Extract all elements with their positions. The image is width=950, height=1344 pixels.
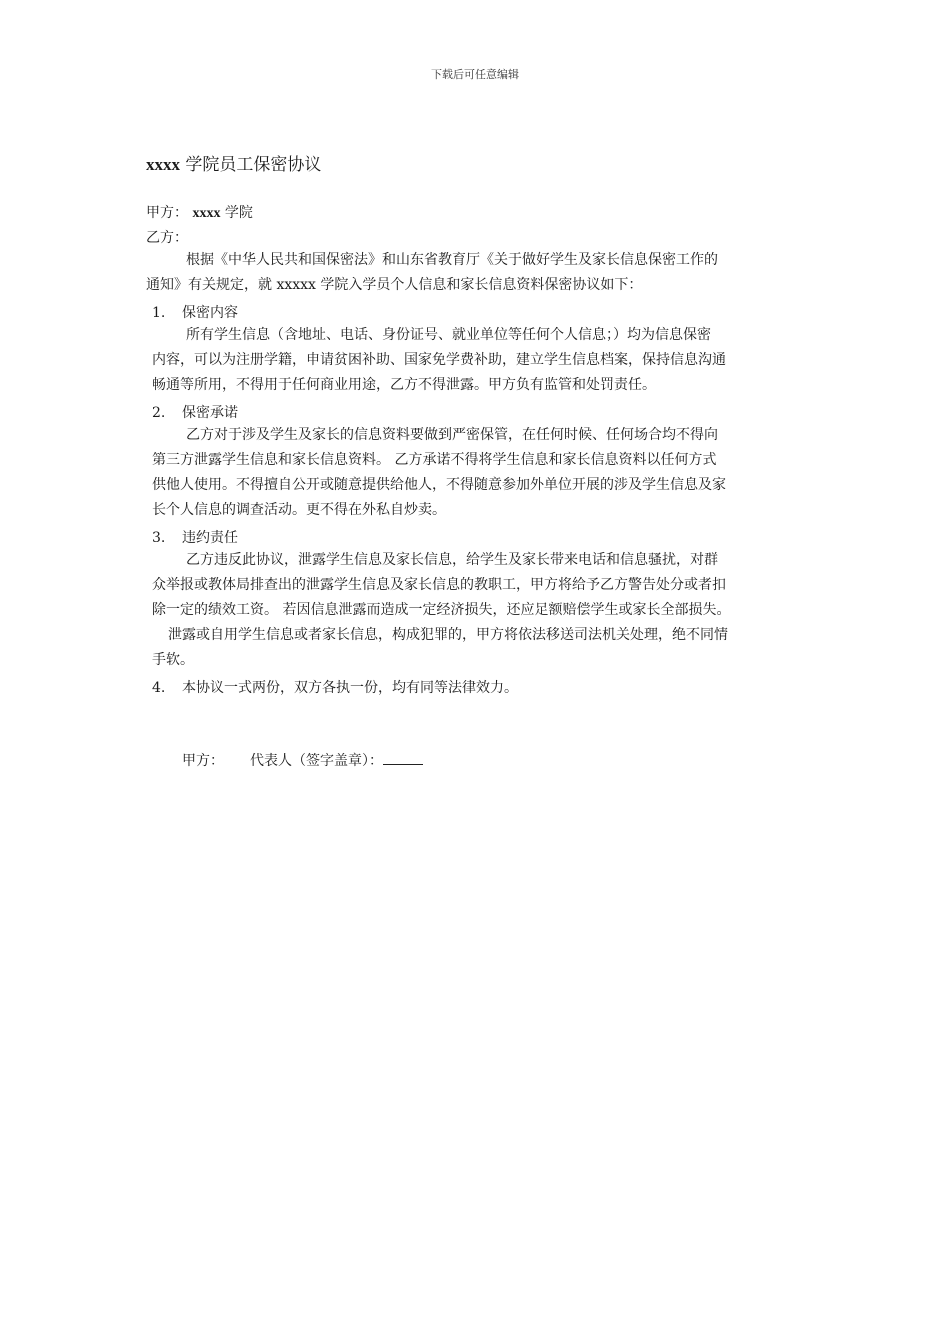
section-3-body <box>152 548 730 673</box>
body-line: 除一定的绩效工资。 若因信息泄露而造成一定经济损失，还应足额赔偿学生或家长全部损失。 <box>152 602 731 618</box>
intro-paragraph <box>146 248 718 298</box>
party-b-line <box>146 227 188 247</box>
title-text: 学院员工保密协议 <box>180 155 322 175</box>
title-org: xxxx <box>146 155 180 174</box>
body-line: 乙方对于涉及学生及家长的信息资料要做到严密保管，在任何时候、任何场合均不得向 <box>186 427 718 443</box>
signature-party-label: 甲方： <box>182 753 224 769</box>
header-note: 下载后可任意编辑 <box>431 68 519 81</box>
section-number: 2. <box>152 405 166 421</box>
party-a-rest: 学院 <box>220 205 253 221</box>
intro-line: 根据《中华人民共和国保密法》和山东省教育厅《关于做好学生及家长信息保密工作的 <box>186 252 718 268</box>
section-number: 1. <box>152 305 166 321</box>
body-line: 供他人使用。不得擅自公开或随意提供给他人，不得随意参加外单位开展的涉及学生信息及家 <box>152 477 726 493</box>
section-title: 保密承诺 <box>182 405 238 421</box>
party-a-org: xxxx <box>192 206 221 221</box>
section-number: 4. <box>152 680 166 696</box>
section-title: 本协议一式两份，双方各执一份，均有同等法律效力。 <box>182 680 518 696</box>
body-line: 第三方泄露学生信息和家长信息资料。 乙方承诺不得将学生信息和家长信息资料以任何方式 <box>152 452 717 468</box>
body-line: 所有学生信息（含地址、电话、身份证号、就业单位等任何个人信息；）均为信息保密 <box>186 327 711 343</box>
signature-line <box>182 750 423 770</box>
body-line: 手软。 <box>152 652 194 668</box>
section-2-heading <box>152 402 238 422</box>
intro-line: 通知》有关规定，就 xxxxx 学院入学员个人信息和家长信息资料保密协议如下： <box>146 277 643 293</box>
section-number: 3. <box>152 530 166 546</box>
section-1-heading <box>152 302 238 322</box>
signature-blank[interactable] <box>383 752 423 765</box>
party-a-label: 甲方： <box>146 205 188 221</box>
section-1-body <box>152 323 726 398</box>
party-b-label: 乙方： <box>146 230 188 246</box>
section-2-body <box>152 423 726 523</box>
party-a-line <box>146 202 253 222</box>
body-line: 泄露或自用学生信息或者家长信息，构成犯罪的，甲方将依法移送司法机关处理，绝不同情 <box>168 627 728 643</box>
body-line: 长个人信息的调查活动。更不得在外私自炒卖。 <box>152 502 446 518</box>
signature-rep-label: 代表人（签字盖章）： <box>250 753 383 769</box>
body-line: 畅通等所用，不得用于任何商业用途，乙方不得泄露。甲方负有监管和处罚责任。 <box>152 377 656 393</box>
document-title <box>146 150 321 175</box>
body-line: 内容，可以为注册学籍，申请贫困补助、国家免学费补助，建立学生信息档案，保持信息沟通 <box>152 352 726 368</box>
section-title: 保密内容 <box>182 305 238 321</box>
section-4-heading <box>152 677 518 697</box>
body-line: 众举报或教体局排查出的泄露学生信息及家长信息的教职工，甲方将给予乙方警告处分或者扣 <box>152 577 726 593</box>
section-title: 违约责任 <box>182 530 238 546</box>
section-3-heading <box>152 527 238 547</box>
body-line: 乙方违反此协议，泄露学生信息及家长信息，给学生及家长带来电话和信息骚扰，对群 <box>186 552 718 568</box>
